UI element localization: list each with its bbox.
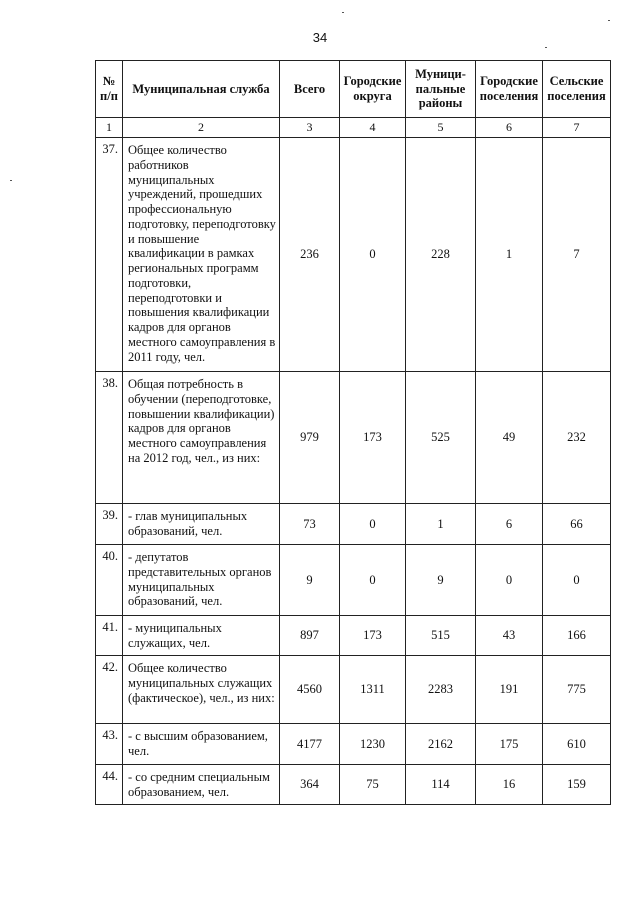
row-description: Общее количество работников муниципальных учреждений, прошедших профессиональную подготовку, переподготовку и повышение квалификации в рамках региональных программ подготовки, переподготовки и повышения квалификации кадров для органов местного самоуправления в 2011 году, чел.	[123, 138, 280, 372]
cell-urban-districts: 1230	[340, 724, 406, 765]
cell-urban-districts: 1311	[340, 656, 406, 724]
column-number: 3	[280, 118, 340, 138]
cell-urban-districts: 75	[340, 765, 406, 805]
column-number: 2	[123, 118, 280, 138]
cell-urban-districts: 0	[340, 504, 406, 545]
column-number: 4	[340, 118, 406, 138]
cell-urban-districts: 173	[340, 372, 406, 504]
table-row	[96, 616, 611, 656]
table-row	[96, 765, 611, 805]
header-municipal-districts: Муници-пальные районы	[406, 61, 476, 118]
table-row	[96, 656, 611, 724]
row-description: - со средним специальным образованием, чел.	[123, 765, 280, 805]
scan-speck	[342, 12, 344, 13]
cell-municipal-districts: 9	[406, 545, 476, 616]
cell-urban-settlements: 175	[476, 724, 543, 765]
scan-speck	[10, 180, 12, 181]
cell-urban-settlements: 6	[476, 504, 543, 545]
scan-speck	[608, 20, 610, 21]
row-number: 41.	[96, 616, 123, 656]
column-number: 6	[476, 118, 543, 138]
cell-rural-settlements: 159	[543, 765, 611, 805]
cell-total: 897	[280, 616, 340, 656]
header-rural-settlements: Сельские поселения	[543, 61, 611, 118]
column-number: 5	[406, 118, 476, 138]
table-row	[96, 724, 611, 765]
row-description: Общая потребность в обучении (переподготовке, повышении квалификации) кадров для органов местного самоуправления на 2012 год, чел., из них:	[123, 372, 280, 504]
row-number: 37.	[96, 138, 123, 372]
row-description: - депутатов представительных органов муниципальных образований, чел.	[123, 545, 280, 616]
cell-total: 9	[280, 545, 340, 616]
header-urban-settlements: Городские поселения	[476, 61, 543, 118]
cell-rural-settlements: 166	[543, 616, 611, 656]
cell-urban-settlements: 1	[476, 138, 543, 372]
row-number: 42.	[96, 656, 123, 724]
cell-total: 236	[280, 138, 340, 372]
cell-total: 4560	[280, 656, 340, 724]
cell-municipal-districts: 228	[406, 138, 476, 372]
cell-urban-settlements: 191	[476, 656, 543, 724]
row-description: - с высшим образованием, чел.	[123, 724, 280, 765]
cell-rural-settlements: 232	[543, 372, 611, 504]
cell-municipal-districts: 2162	[406, 724, 476, 765]
cell-total: 979	[280, 372, 340, 504]
header-service: Муниципальная служба	[123, 61, 280, 118]
cell-urban-settlements: 0	[476, 545, 543, 616]
cell-urban-districts: 0	[340, 138, 406, 372]
row-number: 40.	[96, 545, 123, 616]
table-row	[96, 504, 611, 545]
cell-rural-settlements: 66	[543, 504, 611, 545]
cell-urban-districts: 0	[340, 545, 406, 616]
cell-municipal-districts: 1	[406, 504, 476, 545]
cell-total: 364	[280, 765, 340, 805]
cell-urban-settlements: 43	[476, 616, 543, 656]
column-number-row	[96, 118, 611, 138]
row-number: 44.	[96, 765, 123, 805]
column-number: 1	[96, 118, 123, 138]
table-row	[96, 138, 611, 372]
row-number: 38.	[96, 372, 123, 504]
row-number: 43.	[96, 724, 123, 765]
cell-total: 4177	[280, 724, 340, 765]
cell-rural-settlements: 7	[543, 138, 611, 372]
page-number: 34	[312, 30, 328, 45]
header-total: Всего	[280, 61, 340, 118]
cell-municipal-districts: 525	[406, 372, 476, 504]
municipal-service-table	[95, 60, 611, 805]
cell-total: 73	[280, 504, 340, 545]
table-row	[96, 545, 611, 616]
header-urban-districts: Городские округа	[340, 61, 406, 118]
row-description: - глав муниципальных образований, чел.	[123, 504, 280, 545]
cell-rural-settlements: 610	[543, 724, 611, 765]
cell-urban-settlements: 49	[476, 372, 543, 504]
row-description: - муниципальных служащих, чел.	[123, 616, 280, 656]
table-header-row	[96, 61, 611, 118]
cell-rural-settlements: 0	[543, 545, 611, 616]
table-row	[96, 372, 611, 504]
cell-municipal-districts: 515	[406, 616, 476, 656]
cell-municipal-districts: 2283	[406, 656, 476, 724]
row-number: 39.	[96, 504, 123, 545]
scan-speck	[545, 47, 547, 48]
row-description: Общее количество муниципальных служащих (фактическое), чел., из них:	[123, 656, 280, 724]
cell-urban-settlements: 16	[476, 765, 543, 805]
cell-rural-settlements: 775	[543, 656, 611, 724]
column-number: 7	[543, 118, 611, 138]
header-num: № п/п	[96, 61, 123, 118]
cell-urban-districts: 173	[340, 616, 406, 656]
cell-municipal-districts: 114	[406, 765, 476, 805]
